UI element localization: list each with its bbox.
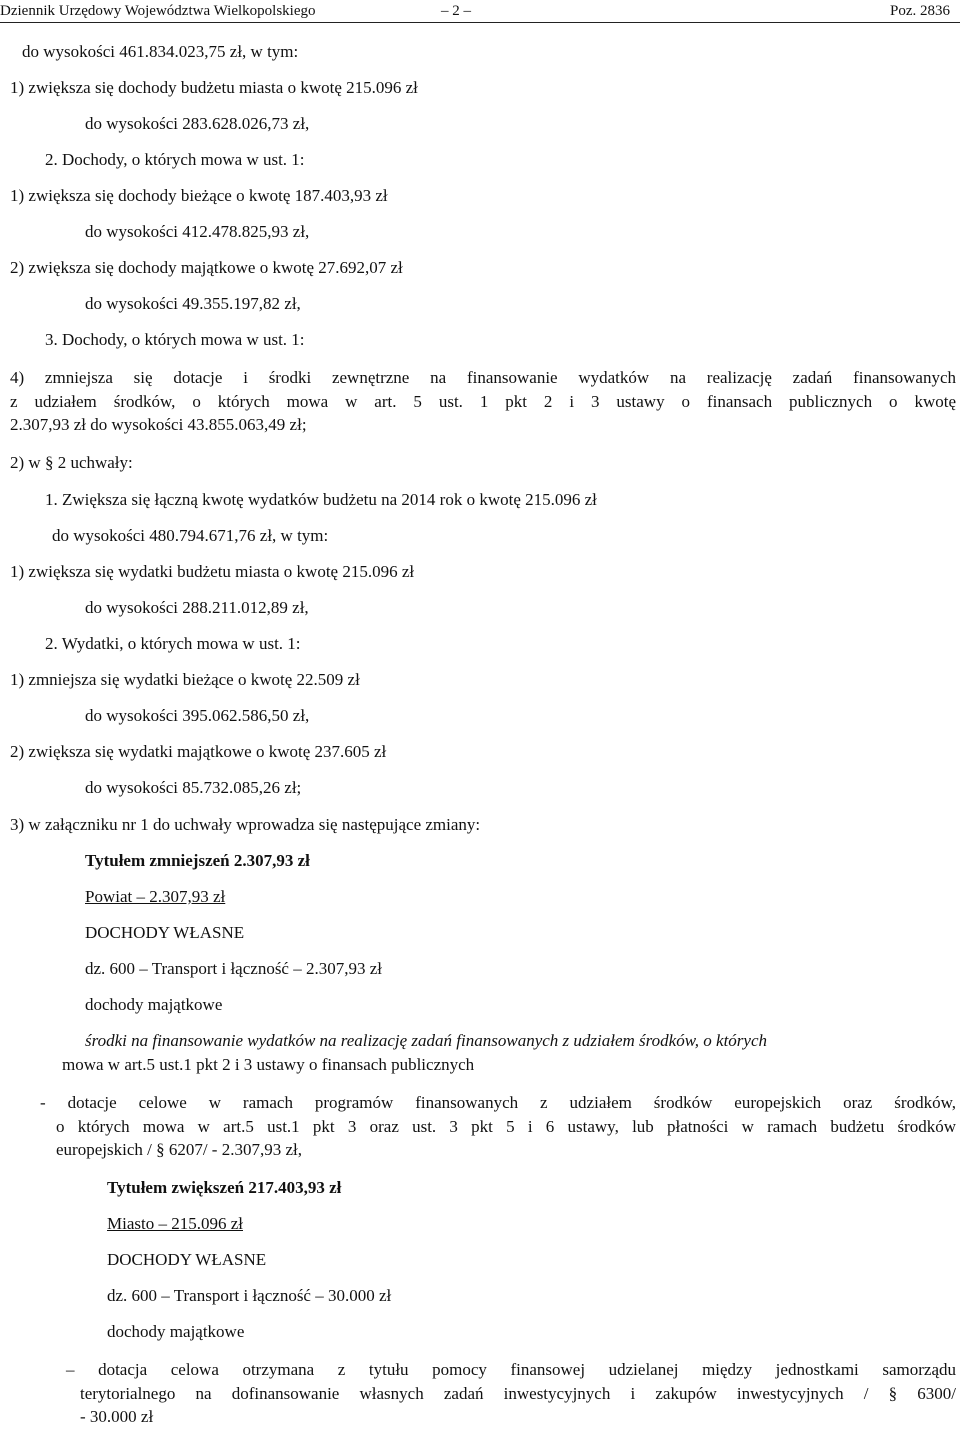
text-line: do wysokości 461.834.023,75 zł, w tym: (22, 42, 299, 61)
paragraph-line: z udziałem środków, o których mowa w art. 5 ust. 1 pkt 2 i 3 ustawy o finansach publicznych o kwotę (10, 391, 956, 411)
text-line: 1) zwiększa się dochody bieżące o kwotę 187.403,93 zł (10, 186, 388, 205)
text-line: 3) w załączniku nr 1 do uchwały wprowadza się następujące zmiany: (10, 815, 481, 834)
text-line: Miasto – 215.096 zł (107, 1214, 243, 1233)
text-line: 3. Dochody, o których mowa w ust. 1: (45, 330, 305, 349)
text-line: do wysokości 283.628.026,73 zł, (85, 114, 310, 133)
header-page-number: – 2 – (441, 3, 471, 19)
section-heading: Tytułem zmniejszeń 2.307,93 zł (85, 851, 310, 870)
text-line: Powiat – 2.307,93 zł (85, 887, 226, 906)
text-line: mowa w art.5 ust.1 pkt 2 i 3 ustawy o finansach publicznych (62, 1055, 475, 1074)
text-line: do wysokości 85.732.085,26 zł; (85, 778, 302, 797)
text-line: dz. 600 – Transport i łączność – 2.307,93 zł (85, 959, 382, 978)
text-line: środki na finansowanie wydatków na realizację zadań finansowanych z udziałem środków, o których (85, 1031, 767, 1050)
text-line: do wysokości 395.062.586,50 zł, (85, 706, 310, 725)
text-line: 1) zmniejsza się wydatki bieżące o kwotę 22.509 zł (10, 670, 360, 689)
paragraph (66, 1358, 956, 1429)
paragraph-line: 2.307,93 zł do wysokości 43.855.063,49 zł; (10, 415, 307, 434)
text-line: 2) w § 2 uchwały: (10, 453, 133, 472)
text-line: do wysokości 412.478.825,93 zł, (85, 222, 310, 241)
text-line: 1) zwiększa się wydatki budżetu miasta o kwotę 215.096 zł (10, 562, 415, 581)
paragraph-line: o których mowa w art.5 ust.1 pkt 3 oraz ust. 3 pkt 5 i 6 ustawy, lub płatności w ramach budżetu środków (56, 1116, 956, 1136)
text-line: dz. 600 – Transport i łączność – 30.000 zł (107, 1286, 392, 1305)
header-rule (0, 22, 960, 23)
text-line: dochody majątkowe (107, 1322, 245, 1341)
header-publication: Dziennik Urzędowy Województwa Wielkopolskiego (0, 3, 316, 19)
paragraph-line: - dotacje celowe w ramach programów finansowanych z udziałem środków europejskich oraz środków, (40, 1093, 956, 1112)
paragraph-line: - 30.000 zł (80, 1407, 154, 1426)
text-line: do wysokości 288.211.012,89 zł, (85, 598, 309, 617)
text-line: 1. Zwiększa się łączną kwotę wydatków budżetu na 2014 rok o kwotę 215.096 zł (45, 490, 597, 509)
text-line: DOCHODY WŁASNE (85, 923, 245, 942)
paragraph-line: terytorialnego na dofinansowanie własnych zadań inwestycyjnych i zakupów inwestycyjnych / § 6300/ (80, 1383, 956, 1403)
paragraph-line: 4) zmniejsza się dotacje i środki zewnętrzne na finansowanie wydatków na realizację zadań finansowanych (10, 368, 956, 387)
section-heading: Tytułem zwiększeń 217.403,93 zł (107, 1178, 342, 1197)
text-line: 2. Dochody, o których mowa w ust. 1: (45, 150, 305, 169)
text-line: DOCHODY WŁASNE (107, 1250, 267, 1269)
header-position: Poz. 2836 (890, 3, 950, 19)
paragraph (10, 366, 956, 437)
text-line: 2) zwiększa się dochody majątkowe o kwotę 27.692,07 zł (10, 258, 403, 277)
text-line: do wysokości 49.355.197,82 zł, (85, 294, 301, 313)
text-line: dochody majątkowe (85, 995, 223, 1014)
paragraph-line: europejskich / § 6207/ - 2.307,93 zł, (56, 1140, 302, 1159)
text-line: do wysokości 480.794.671,76 zł, w tym: (52, 526, 329, 545)
paragraph (40, 1091, 956, 1162)
text-line: 2. Wydatki, o których mowa w ust. 1: (45, 634, 301, 653)
text-line: 1) zwiększa się dochody budżetu miasta o kwotę 215.096 zł (10, 78, 418, 97)
text-line: 2) zwiększa się wydatki majątkowe o kwotę 237.605 zł (10, 742, 387, 761)
paragraph-line: – dotacja celowa otrzymana z tytułu pomocy finansowej udzielanej między jednostkami samorządu (66, 1360, 956, 1379)
